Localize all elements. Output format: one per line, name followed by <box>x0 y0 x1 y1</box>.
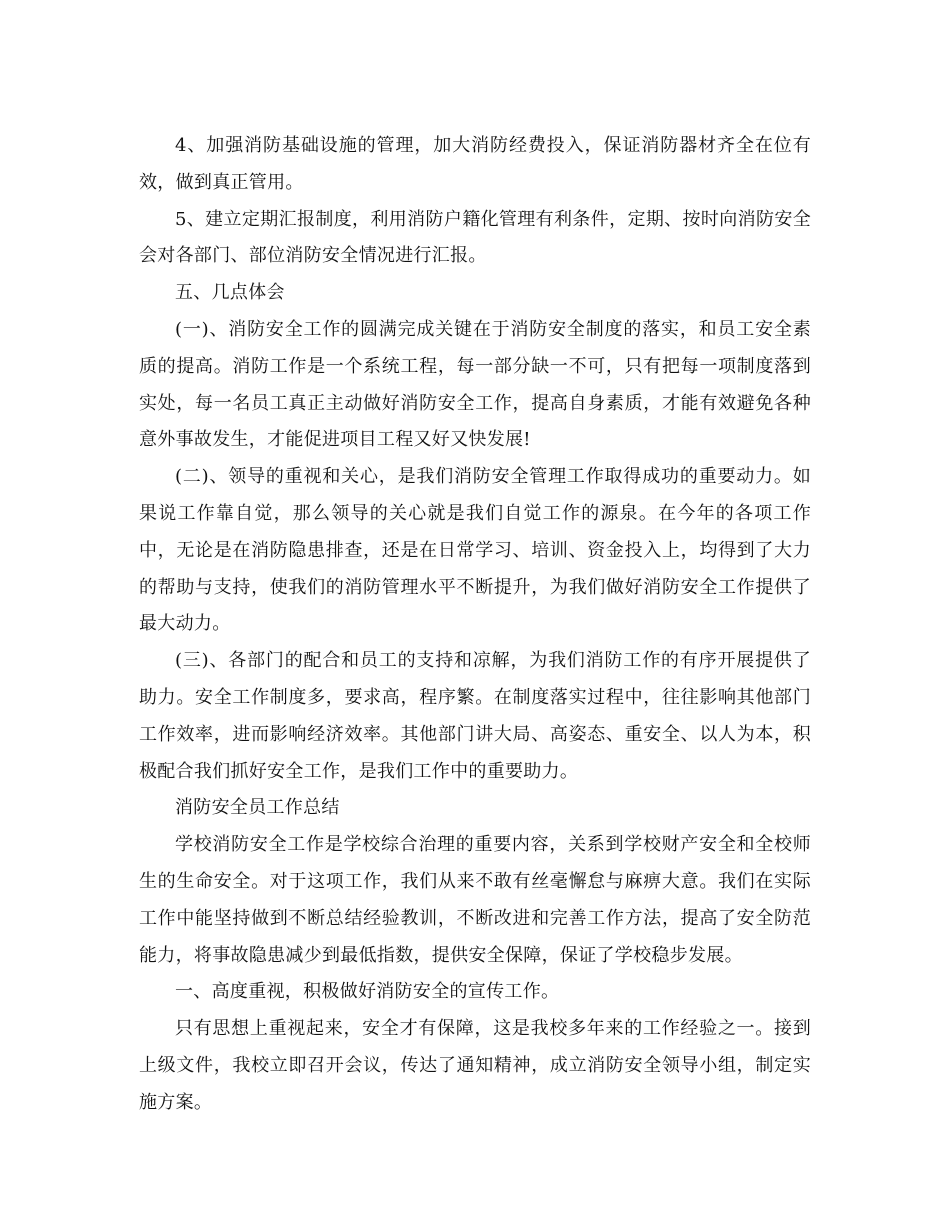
paragraph-intro: 学校消防安全工作是学校综合治理的重要内容，关系到学校财产安全和全校师生的生命安全。对于这项工作，我们从来不敢有丝毫懈怠与麻痹大意。我们在实际工作中能坚持做到不断总结经验教训，不断改进和完善工作方法，提高了安全防范能力，将事故隐患减少到最低指数，提供安全保障，保证了学校稳步发展。 <box>139 834 811 966</box>
document-body <box>139 128 811 1122</box>
section-heading-one: 一、高度重视，积极做好消防安全的宣传工作。 <box>175 981 560 1003</box>
paragraph-insight-1: (一)、消防安全工作的圆满完成关键在于消防安全制度的落实，和员工安全素质的提高。消防工作是一个系统工程，每一部分缺一不可，只有把每一项制度落到实处，每一名员工真正主动做好消防安全工作，提高自身素质，才能有效避免各种意外事故发生，才能促进项目工程又好又快发展! <box>139 318 811 451</box>
paragraph-insight-3: (三)、各部门的配合和员工的支持和凉解，为我们消防工作的有序开展提供了助力。安全工作制度多，要求高，程序繁。在制度落实过程中，往往影响其他部门工作效率，进而影响经济效率。其他部门讲大局、高姿态、重安全、以人为本，积极配合我们抓好安全工作，是我们工作中的重要助力。 <box>139 650 811 782</box>
paragraph-section-one: 只有思想上重视起来，安全才有保障，这是我校多年来的工作经验之一。接到上级文件，我校立即召开会议，传达了通知精神，成立消防安全领导小组，制定实施方案。 <box>139 1018 811 1113</box>
paragraph-item-5: 5、建立定期汇报制度，利用消防户籍化管理有利条件，定期、按时向消防安全会对各部门、部位消防安全情况进行汇报。 <box>139 208 811 267</box>
paragraph-insight-2: (二)、领导的重视和关心，是我们消防安全管理工作取得成功的重要动力。如果说工作靠自觉，那么领导的关心就是我们自觉工作的源泉。在今年的各项工作中，无论是在消防隐患排查，还是在日常学习、培训、资金投入上，均得到了大力的帮助与支持，使我们的消防管理水平不断提升，为我们做好消防安全工作提供了最大动力。 <box>139 466 811 635</box>
section-heading-five: 五、几点体会 <box>175 282 285 304</box>
paragraph-item-4: 4、加强消防基础设施的管理，加大消防经费投入，保证消防器材齐全在位有效，做到真正管用。 <box>139 135 811 193</box>
article-title: 消防安全员工作总结 <box>175 797 340 819</box>
